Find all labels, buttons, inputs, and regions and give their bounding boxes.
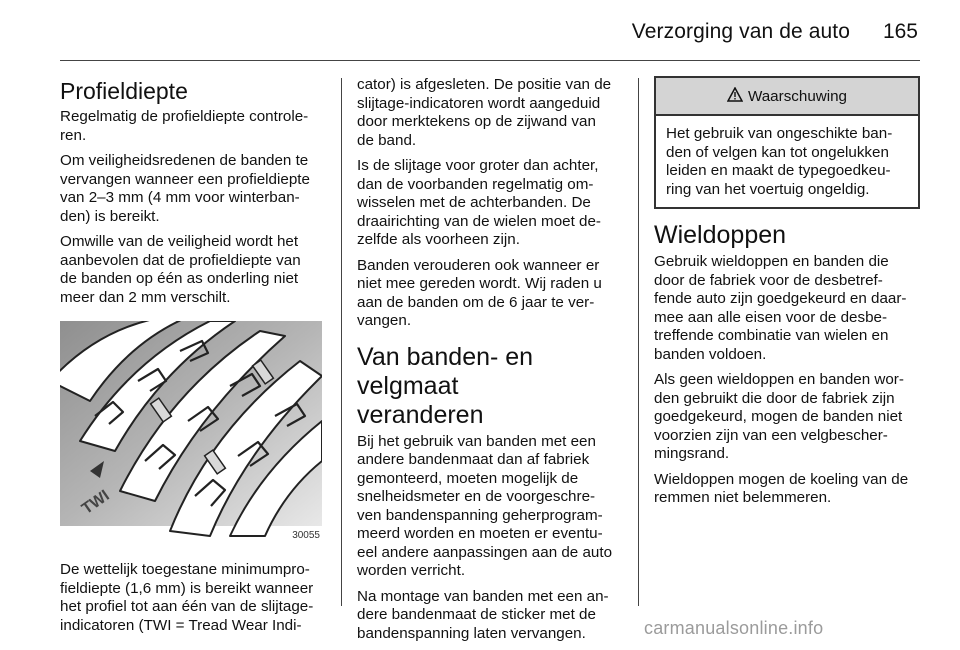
tire-tread-drawing (60, 321, 322, 543)
paragraph: Bij het gebruik van banden met een andere bandenmaat dan af fabriek gemonteerd, moeten mogelijk de snelheidsmeter en de voorgeschre- ven bandenspanning geherprogram- meerd worden en moeten er eventu- eel andere aanpassingen aan de auto worden verricht. (357, 432, 613, 579)
section-heading-bandenmaat: Van banden- en velgmaat veranderen (357, 342, 534, 429)
tire-tread-illustration (60, 321, 322, 543)
paragraph: Regelmatig de profieldiepte controle- ren. (60, 108, 309, 144)
paragraph: Om veiligheidsredenen de banden te vervangen wanneer een profieldiepte van 2–3 mm (4 mm voor winterban- den) is bereikt. (60, 152, 310, 225)
paragraph: Omwille van de veiligheid wordt het aanbevolen dat de profieldiepte van de banden op één as onderling niet meer dan 2 mm verschilt. (60, 233, 301, 306)
warning-title: Waarschuwing (747, 87, 848, 105)
column-3 (654, 76, 920, 515)
watermark: carmanualsonline.info (644, 618, 824, 638)
twi-marking: TWI (78, 487, 113, 518)
paragraph: Banden verouderen ook wanneer er niet mee gereden wordt. Wij raden u aan de banden om de 6 jaar te ver- vangen. (357, 256, 602, 329)
column-divider (341, 78, 342, 606)
page-number: 165 (882, 20, 918, 43)
paragraph: Gebruik wieldoppen en banden die door de fabriek voor de desbetref- fende auto zijn goedgekeurd en daar- mee aan alle eisen voor de desbe- treffende combinatie van wielen en banden voldoen. (654, 253, 907, 363)
section-heading-wieldoppen: Wieldoppen (654, 221, 787, 249)
warning-text: Het gebruik van ongeschikte ban- den of velgen kan tot ongelukken leiden en maakt de typegoedkeu- ring van het voertuig ongeldig. (666, 125, 893, 198)
paragraph: Is de slijtage voor groter dan achter, dan de voorbanden regelmatig om- wisselen met de achterbanden. De draairichting van de wielen moet de- zelfde als voorheen zijn. (357, 157, 601, 248)
paragraph: Wieldoppen mogen de koeling van de remmen niet belemmeren. (654, 470, 909, 506)
header-rule (60, 60, 920, 61)
paragraph: Als geen wieldoppen en banden wor- den gebruikt die door de fabriek zijn goedgekeurd, mogen de banden niet voorzien zijn van een velgbescher- mingsrand. (654, 371, 904, 462)
column-1 (60, 76, 326, 642)
section-heading-profieldiepte: Profieldiepte (60, 78, 188, 104)
warning-header (656, 78, 918, 116)
column-2 (357, 76, 623, 650)
paragraph: cator) is afgesleten. De positie van de slijtage-indicatoren wordt aangeduid door merktekens op de zijwand van de band. (357, 76, 612, 149)
warning-triangle-icon (727, 87, 743, 106)
warning-body (656, 116, 918, 207)
paragraph: Na montage van banden met een an- dere bandenmaat de sticker met de bandenspanning laten vervangen. (357, 587, 609, 642)
paragraph: De wettelijk toegestane minimumpro- fieldiepte (1,6 mm) is bereikt wanneer het profiel tot aan één van de slijtage- indicatoren (TWI = Tread Wear Indi- (60, 561, 314, 634)
figure-code: 30055 (292, 530, 320, 541)
page-header-title: Verzorging van de auto (631, 20, 850, 43)
column-divider (638, 78, 639, 606)
warning-box (654, 76, 920, 209)
